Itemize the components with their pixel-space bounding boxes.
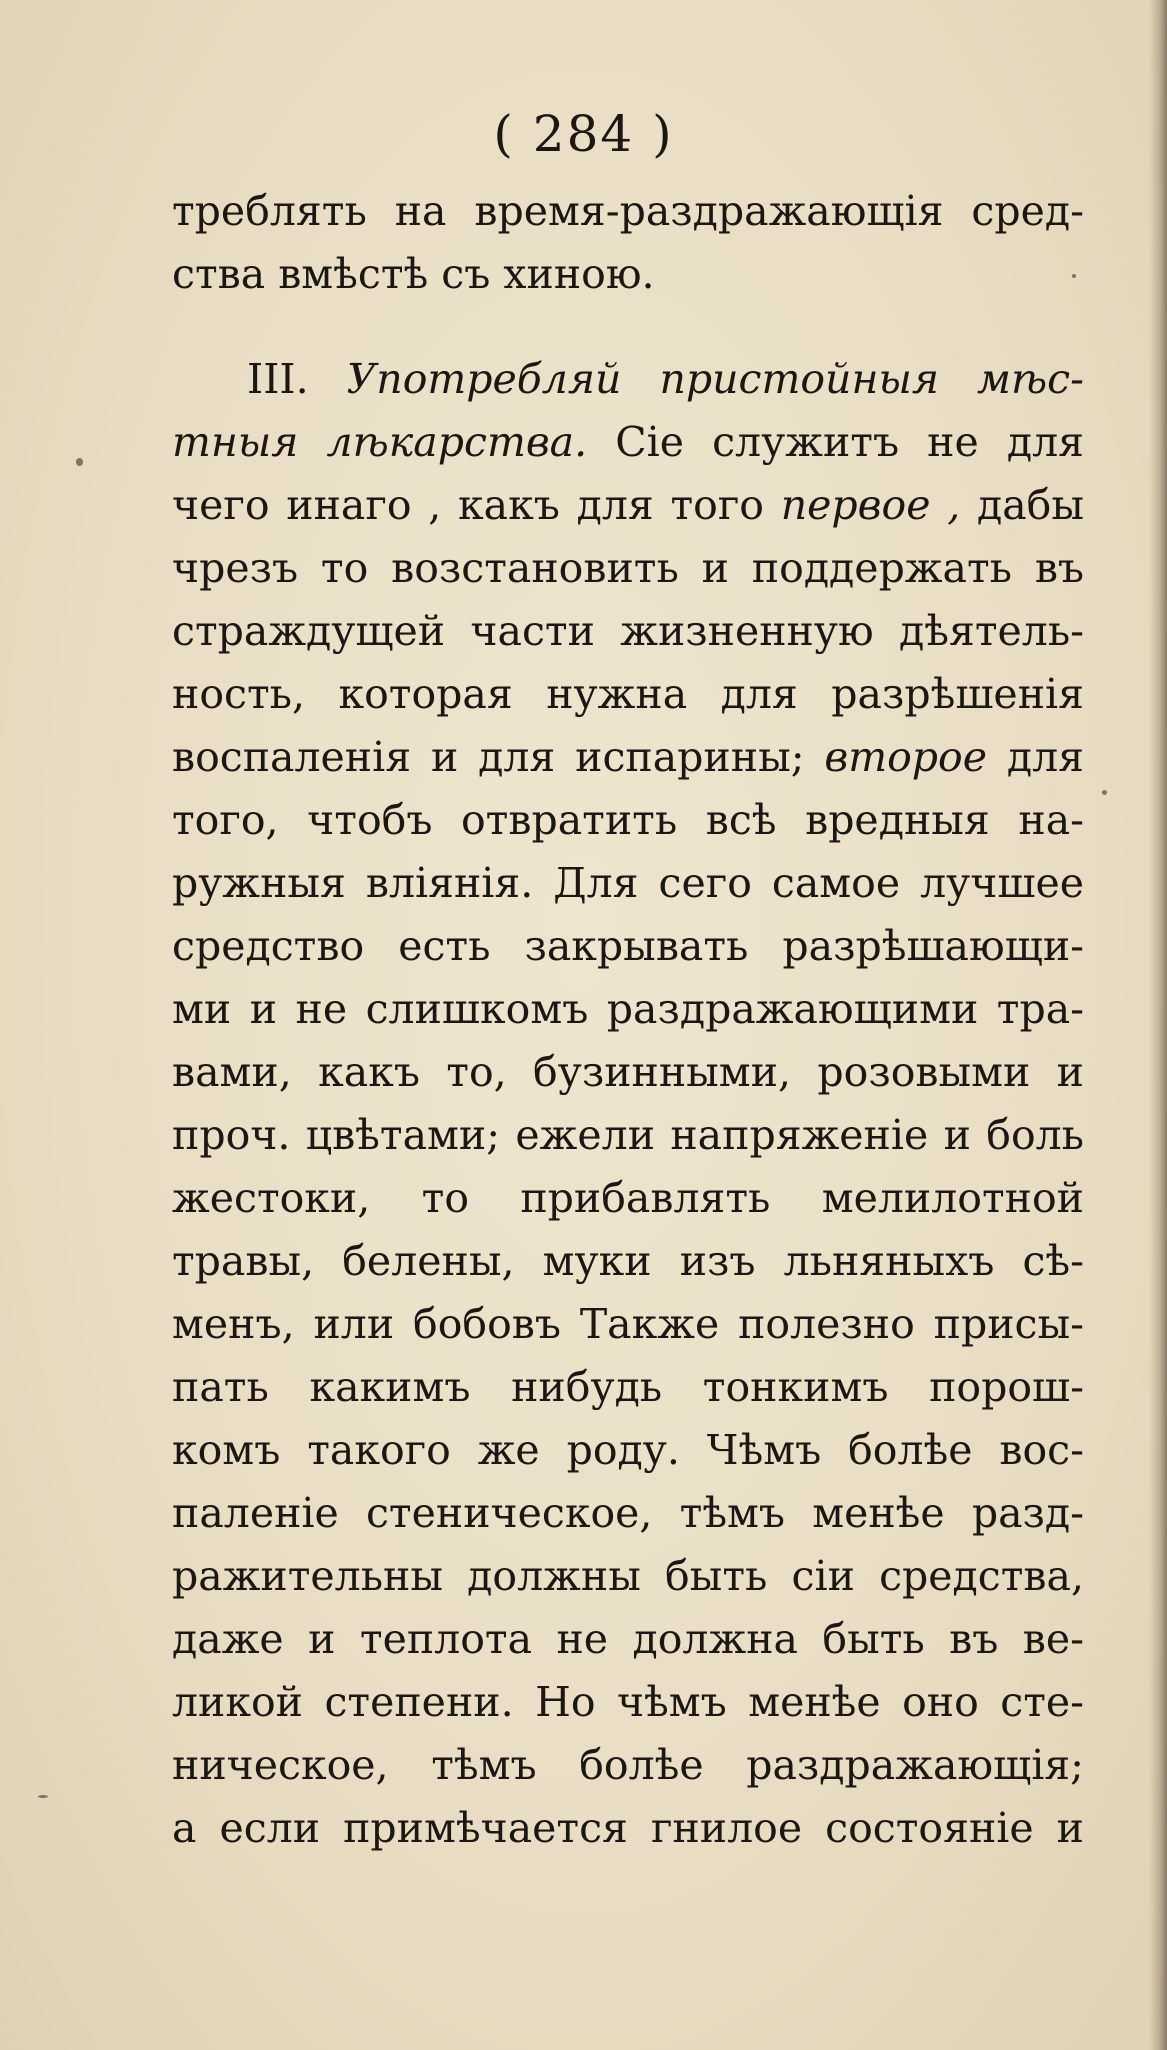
text-line: ства вмѣстѣ съ хиною. [172,250,655,298]
text-line: ражительны должны быть сіи средства, [172,1552,1084,1600]
emphasis-second: второе [804,733,987,781]
text-line: ми и не слишкомъ раздражающими тра- [172,985,1084,1033]
text-line: того, чтобъ отвратить всѣ вредныя на- [172,796,1084,844]
ink-speck [1102,790,1107,795]
text-line: чего инаго , какъ для того первое , дабы [172,481,1084,529]
text-line: менъ, или бобовъ Также полезно присы- [172,1300,1084,1348]
section-numeral: III. [247,355,309,403]
page-edge-shadow [1149,0,1167,2050]
section-heading-continuation: тныя лѣкарства. [172,418,588,466]
text-line: ность, которая нужна для разрѣшенія [172,670,1084,718]
body-text [172,180,1084,1860]
text-line: даже и теплота не должна быть въ ве- [172,1615,1084,1663]
section-heading-line [172,348,1084,411]
text-line: ническое, тѣмъ болѣе раздражающія; [172,1741,1084,1789]
text-line: жестоки, то прибавлять мелилотной [172,1174,1084,1222]
text-line: а если примѣчается гнилое состояніе и [172,1804,1084,1852]
text-line: средство есть закрывать разрѣшающи- [172,922,1084,970]
page-number: ( 284 ) [493,105,674,163]
text-line: треблять на время-раздражающія сред- [172,187,1084,235]
text-line: проч. цвѣтами; ежели напряженіе и боль [172,1111,1084,1159]
emphasis-first: первое , [780,481,961,529]
section-heading: Употребляй пристойныя мѣс- [346,355,1084,403]
ink-speck [76,458,83,466]
text-line: воспаленія и для испарины; второе для [172,733,1084,781]
text-line: паленіе стеническое, тѣмъ менѣе разд- [172,1489,1084,1537]
text-line: вами, какъ то, бузинными, розовыми и [172,1048,1084,1096]
text-line: чрезъ то возстановить и поддержать въ [172,544,1084,592]
ink-speck [38,1795,48,1798]
text-line: ликой степени. Но чѣмъ менѣе оно сте- [172,1678,1084,1726]
ink-speck [1072,274,1076,278]
text-line: комъ такого же роду. Чѣмъ болѣе вос- [172,1426,1084,1474]
paragraph-gap [172,306,1084,348]
text-line: ружныя вліянія. Для сего самое лучшее [172,859,1084,907]
text-line: пать какимъ нибудь тонкимъ порош- [172,1363,1084,1411]
text-line: страждущей части жизненную дѣятель- [172,607,1084,655]
text-line: травы, белены, муки изъ льняныхъ сѣ- [172,1237,1084,1285]
text-line: тныя лѣкарства. Сіе служитъ не для [172,418,1084,466]
